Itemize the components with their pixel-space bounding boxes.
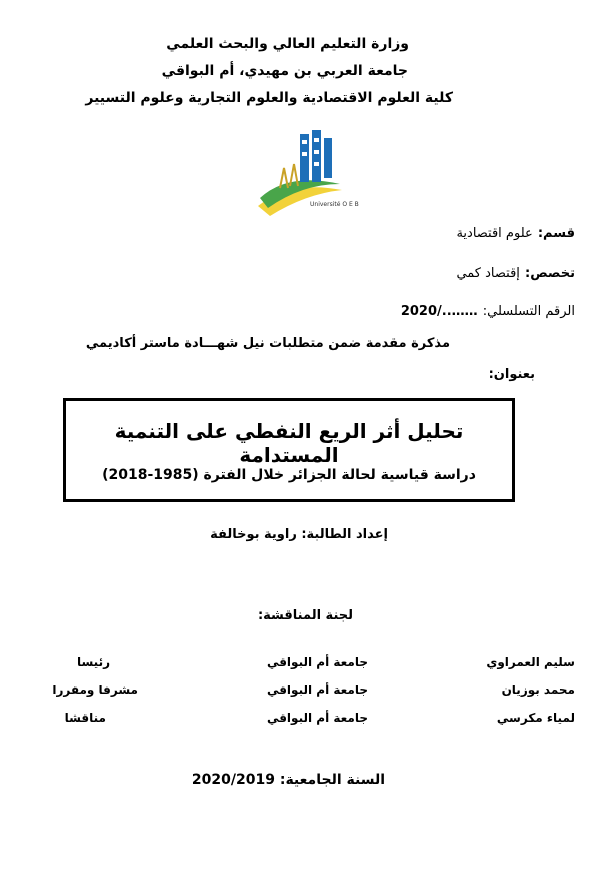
- member-role: رئيسا: [76, 655, 110, 669]
- member-name: لمياء مكرسي: [496, 711, 575, 725]
- logo-caption: Université O E B: [310, 201, 359, 208]
- serial-label: الرقم التسلسلي:: [482, 304, 575, 319]
- member-name: محمد بوزيان: [501, 683, 575, 697]
- member-university: جامعة أم البواقي: [266, 655, 368, 669]
- thesis-main-title: تحليل أثر الريع النفطي على التنمية المستدامة: [114, 419, 464, 467]
- specialty-value: إقتصاد كمي: [456, 266, 520, 281]
- department-line: [456, 222, 575, 241]
- academic-year: السنة الجامعية: 2020/2019: [191, 772, 385, 788]
- member-name: سليم العمراوي: [486, 655, 575, 669]
- member-role: مناقشا: [64, 711, 106, 725]
- serial-line: [401, 300, 575, 319]
- member-university: جامعة أم البواقي: [266, 683, 368, 697]
- specialty-label: تخصص:: [525, 266, 575, 281]
- thesis-subtitle: دراسة قياسية لحالة الجزائر خلال الفترة (1985-2018): [102, 467, 476, 483]
- title-label: بعنوان:: [488, 367, 535, 382]
- serial-value: ……../2020: [400, 304, 478, 319]
- specialty-line: [456, 262, 575, 281]
- student-line: إعداد الطالبة: راوية بوخالفة: [210, 527, 388, 542]
- committee-heading: لجنة المناقشة:: [257, 608, 353, 623]
- member-role: مشرفا ومقررا: [52, 683, 138, 697]
- thesis-title-box: [63, 398, 515, 502]
- university-logo: [250, 128, 359, 223]
- member-university: جامعة أم البواقي: [266, 711, 368, 725]
- university-line: جامعة العربي بن مهيدي، أم البواقي: [161, 63, 408, 79]
- faculty-line: كلية العلوم الاقتصادية والعلوم التجارية وعلوم التسيير: [85, 90, 453, 106]
- department-value: علوم اقتصادية: [456, 226, 533, 241]
- memo-line: مذكرة مقدمة ضمن متطلبات نيل شهـــادة ماستر أكاديمي: [85, 336, 450, 351]
- ministry-line: وزارة التعليم العالي والبحث العلمي: [166, 36, 409, 52]
- department-label: قسم:: [537, 226, 575, 241]
